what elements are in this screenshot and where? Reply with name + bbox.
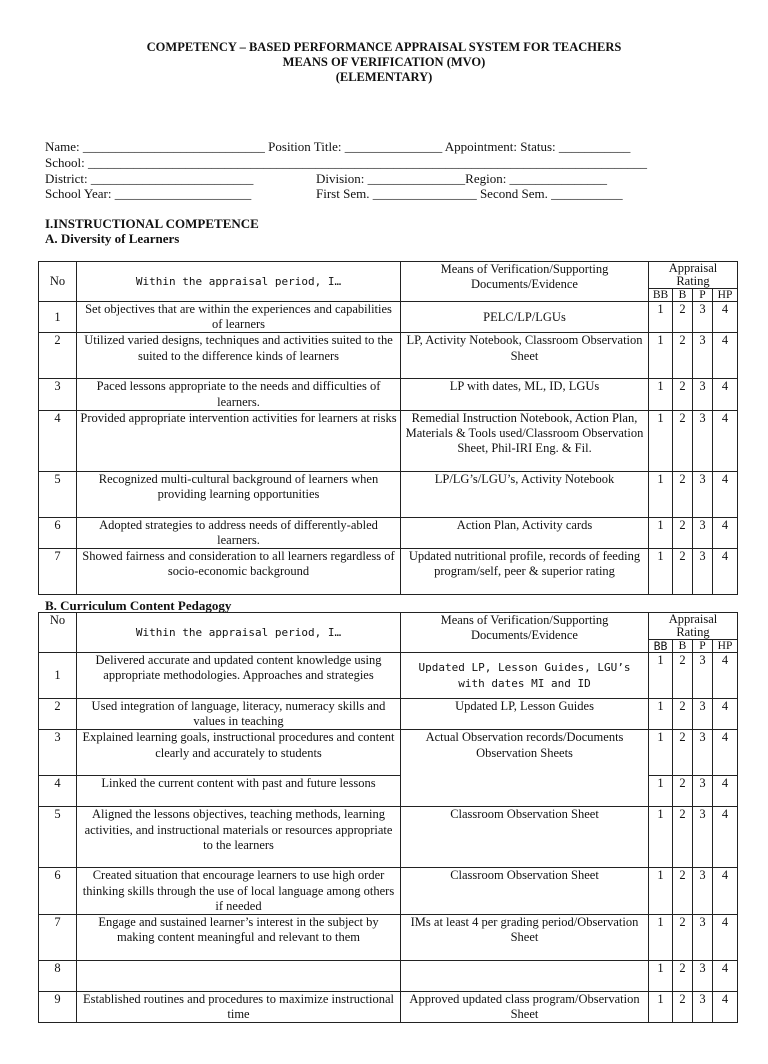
row-item: Adopted strategies to address needs of differently-abled learners. <box>77 517 401 548</box>
rating-bb: 1 <box>649 776 673 807</box>
table-row <box>39 915 738 961</box>
rating-p: 3 <box>693 776 713 807</box>
row-means: Updated nutritional profile, records of feeding program/self, peer & superior rating <box>401 549 649 595</box>
row-means: Classroom Observation Sheet <box>401 868 649 915</box>
row-item: Linked the current content with past and future lessons <box>77 776 401 807</box>
doc-title-line2: MEANS OF VERIFICATION (MVO) <box>282 55 486 69</box>
rating-bb: 1 <box>649 868 673 915</box>
form-row-name: Name: ____________________________ Position Title: _______________ Appointment: Status: ___________ <box>45 139 631 154</box>
form-row-division-region: Division: _______________Region: _______________ <box>316 171 608 186</box>
table-row <box>39 379 738 410</box>
col-header-no: No <box>39 613 77 653</box>
row-item: Engage and sustained learner’s interest in the subject by making content meaningful and relevant to them <box>77 915 401 961</box>
row-means: LP with dates, ML, ID, LGUs <box>401 379 649 410</box>
rating-b: 2 <box>673 333 693 379</box>
section-heading-instructional: I.INSTRUCTIONAL COMPETENCE <box>45 216 259 231</box>
row-number: 4 <box>39 410 77 471</box>
rating-bb: 1 <box>649 653 673 699</box>
row-number: 3 <box>39 730 77 776</box>
row-item: Showed fairness and consideration to all learners regardless of socio-economic background <box>77 549 401 595</box>
row-means: Remedial Instruction Notebook, Action Plan, Materials & Tools used/Classroom Observation Sheet, Phil-IRI Eng. & Fil. <box>401 410 649 471</box>
row-number: 7 <box>39 915 77 961</box>
rating-hp: 4 <box>713 915 738 961</box>
rating-hp: 4 <box>713 410 738 471</box>
row-means: Approved updated class program/Observation Sheet <box>401 992 649 1023</box>
rating-b: 2 <box>673 302 693 333</box>
rating-b: 2 <box>673 379 693 410</box>
col-header-rating: Appraisal Rating <box>649 262 738 289</box>
row-item <box>77 961 401 992</box>
rating-hp: 4 <box>713 379 738 410</box>
doc-title-line1: COMPETENCY – BASED PERFORMANCE APPRAISAL SYSTEM FOR TEACHERS <box>146 40 622 54</box>
rating-b: 2 <box>673 699 693 730</box>
form-row-school-year: School Year: _____________________ <box>45 186 252 201</box>
rating-b: 2 <box>673 730 693 776</box>
rating-hp: 4 <box>713 776 738 807</box>
table-row <box>39 807 738 868</box>
rating-label-bb: BB <box>649 289 673 302</box>
rating-label-bb: BB <box>649 640 673 653</box>
rating-p: 3 <box>693 333 713 379</box>
rating-label-b: B <box>673 640 693 653</box>
rating-hp: 4 <box>713 302 738 333</box>
row-item: Recognized multi-cultural background of learners when providing learning opportunities <box>77 471 401 517</box>
rating-bb: 1 <box>649 379 673 410</box>
table-diversity-of-learners <box>38 261 738 595</box>
rating-hp: 4 <box>713 961 738 992</box>
rating-b: 2 <box>673 549 693 595</box>
row-means: Classroom Observation Sheet <box>401 807 649 868</box>
rating-bb: 1 <box>649 961 673 992</box>
row-item: Aligned the lessons objectives, teaching methods, learning activities, and instructional materials or resources appropriate to the learners <box>77 807 401 868</box>
rating-bb: 1 <box>649 807 673 868</box>
rating-hp: 4 <box>713 471 738 517</box>
rating-label-hp: HP <box>713 640 738 653</box>
table-row <box>39 302 738 333</box>
doc-title-line3: (ELEMENTARY) <box>335 70 433 84</box>
rating-hp: 4 <box>713 517 738 548</box>
rating-p: 3 <box>693 653 713 699</box>
table-row <box>39 549 738 595</box>
rating-p: 3 <box>693 379 713 410</box>
rating-hp: 4 <box>713 699 738 730</box>
row-means: IMs at least 4 per grading period/Observation Sheet <box>401 915 649 961</box>
rating-p: 3 <box>693 807 713 868</box>
section-heading-curriculum: B. Curriculum Content Pedagogy <box>45 598 232 613</box>
rating-p: 3 <box>693 699 713 730</box>
rating-bb: 1 <box>649 992 673 1023</box>
row-item: Utilized varied designs, techniques and activities suited to the suited to the difference kinds of learners <box>77 333 401 379</box>
row-item: Set objectives that are within the experiences and capabilities of learners <box>77 302 401 333</box>
row-number: 1 <box>39 653 77 699</box>
row-means: Updated LP, Lesson Guides, LGU’s with dates MI and ID <box>401 653 649 699</box>
rating-label-hp: HP <box>713 289 738 302</box>
table-curriculum-content-pedagogy <box>38 612 738 1023</box>
rating-b: 2 <box>673 868 693 915</box>
table-row <box>39 992 738 1023</box>
rating-bb: 1 <box>649 302 673 333</box>
rating-b: 2 <box>673 517 693 548</box>
row-number: 5 <box>39 471 77 517</box>
row-item: Explained learning goals, instructional procedures and content clearly and accurately to students <box>77 730 401 776</box>
rating-p: 3 <box>693 549 713 595</box>
rating-p: 3 <box>693 517 713 548</box>
row-number: 7 <box>39 549 77 595</box>
rating-b: 2 <box>673 653 693 699</box>
col-header-no: No <box>39 262 77 302</box>
col-header-within: Within the appraisal period, I… <box>77 262 401 302</box>
rating-b: 2 <box>673 807 693 868</box>
row-number: 2 <box>39 333 77 379</box>
rating-hp: 4 <box>713 549 738 595</box>
row-number: 6 <box>39 868 77 915</box>
row-number: 2 <box>39 699 77 730</box>
rating-hp: 4 <box>713 333 738 379</box>
rating-bb: 1 <box>649 699 673 730</box>
table-row <box>39 653 738 699</box>
rating-bb: 1 <box>649 549 673 595</box>
rating-bb: 1 <box>649 915 673 961</box>
rating-b: 2 <box>673 410 693 471</box>
row-number: 3 <box>39 379 77 410</box>
rating-label-b: B <box>673 289 693 302</box>
row-item: Paced lessons appropriate to the needs and difficulties of learners. <box>77 379 401 410</box>
form-row-semesters: First Sem. ________________ Second Sem. ___________ <box>316 186 623 201</box>
rating-label-p: P <box>693 640 713 653</box>
row-item: Provided appropriate intervention activities for learners at risks <box>77 410 401 471</box>
row-number: 1 <box>39 302 77 333</box>
row-number: 9 <box>39 992 77 1023</box>
row-item: Used integration of language, literacy, numeracy skills and values in teaching <box>77 699 401 730</box>
table-row <box>39 517 738 548</box>
rating-hp: 4 <box>713 653 738 699</box>
table-row <box>39 410 738 471</box>
row-means: LP/LG’s/LGU’s, Activity Notebook <box>401 471 649 517</box>
row-number: 8 <box>39 961 77 992</box>
row-means: Actual Observation records/Documents Observation Sheets <box>401 730 649 807</box>
table-row <box>39 730 738 776</box>
rating-b: 2 <box>673 915 693 961</box>
rating-p: 3 <box>693 915 713 961</box>
table-row <box>39 471 738 517</box>
rating-bb: 1 <box>649 471 673 517</box>
col-header-rating: Appraisal Rating <box>649 613 738 640</box>
rating-b: 2 <box>673 471 693 517</box>
section-heading-diversity: A. Diversity of Learners <box>45 231 180 246</box>
row-means: LP, Activity Notebook, Classroom Observation Sheet <box>401 333 649 379</box>
rating-p: 3 <box>693 471 713 517</box>
rating-label-p: P <box>693 289 713 302</box>
rating-b: 2 <box>673 776 693 807</box>
rating-bb: 1 <box>649 517 673 548</box>
rating-b: 2 <box>673 961 693 992</box>
rating-b: 2 <box>673 992 693 1023</box>
row-means <box>401 961 649 992</box>
rating-p: 3 <box>693 410 713 471</box>
rating-bb: 1 <box>649 333 673 379</box>
row-means: PELC/LP/LGUs <box>401 302 649 333</box>
row-means: Action Plan, Activity cards <box>401 517 649 548</box>
row-item: Created situation that encourage learners to use high order thinking skills through the use of local language among others if needed <box>77 868 401 915</box>
rating-p: 3 <box>693 868 713 915</box>
col-header-means: Means of Verification/Supporting Documents/Evidence <box>401 262 649 302</box>
table-row <box>39 333 738 379</box>
row-number: 4 <box>39 776 77 807</box>
table-row <box>39 868 738 915</box>
row-item: Delivered accurate and updated content knowledge using appropriate methodologies. Approaches and strategies <box>77 653 401 699</box>
table-row <box>39 699 738 730</box>
col-header-within: Within the appraisal period, I… <box>77 613 401 653</box>
rating-p: 3 <box>693 302 713 333</box>
form-row-school: School: ______________________________________________________________________________________ <box>45 155 647 170</box>
form-row-district: District: _________________________ <box>45 171 254 186</box>
rating-bb: 1 <box>649 410 673 471</box>
rating-hp: 4 <box>713 992 738 1023</box>
rating-p: 3 <box>693 730 713 776</box>
row-number: 6 <box>39 517 77 548</box>
rating-hp: 4 <box>713 730 738 776</box>
rating-p: 3 <box>693 992 713 1023</box>
rating-bb: 1 <box>649 730 673 776</box>
rating-hp: 4 <box>713 868 738 915</box>
row-number: 5 <box>39 807 77 868</box>
rating-p: 3 <box>693 961 713 992</box>
rating-hp: 4 <box>713 807 738 868</box>
col-header-means: Means of Verification/Supporting Documents/Evidence <box>401 613 649 653</box>
table-row <box>39 961 738 992</box>
row-item: Established routines and procedures to maximize instructional time <box>77 992 401 1023</box>
row-means: Updated LP, Lesson Guides <box>401 699 649 730</box>
